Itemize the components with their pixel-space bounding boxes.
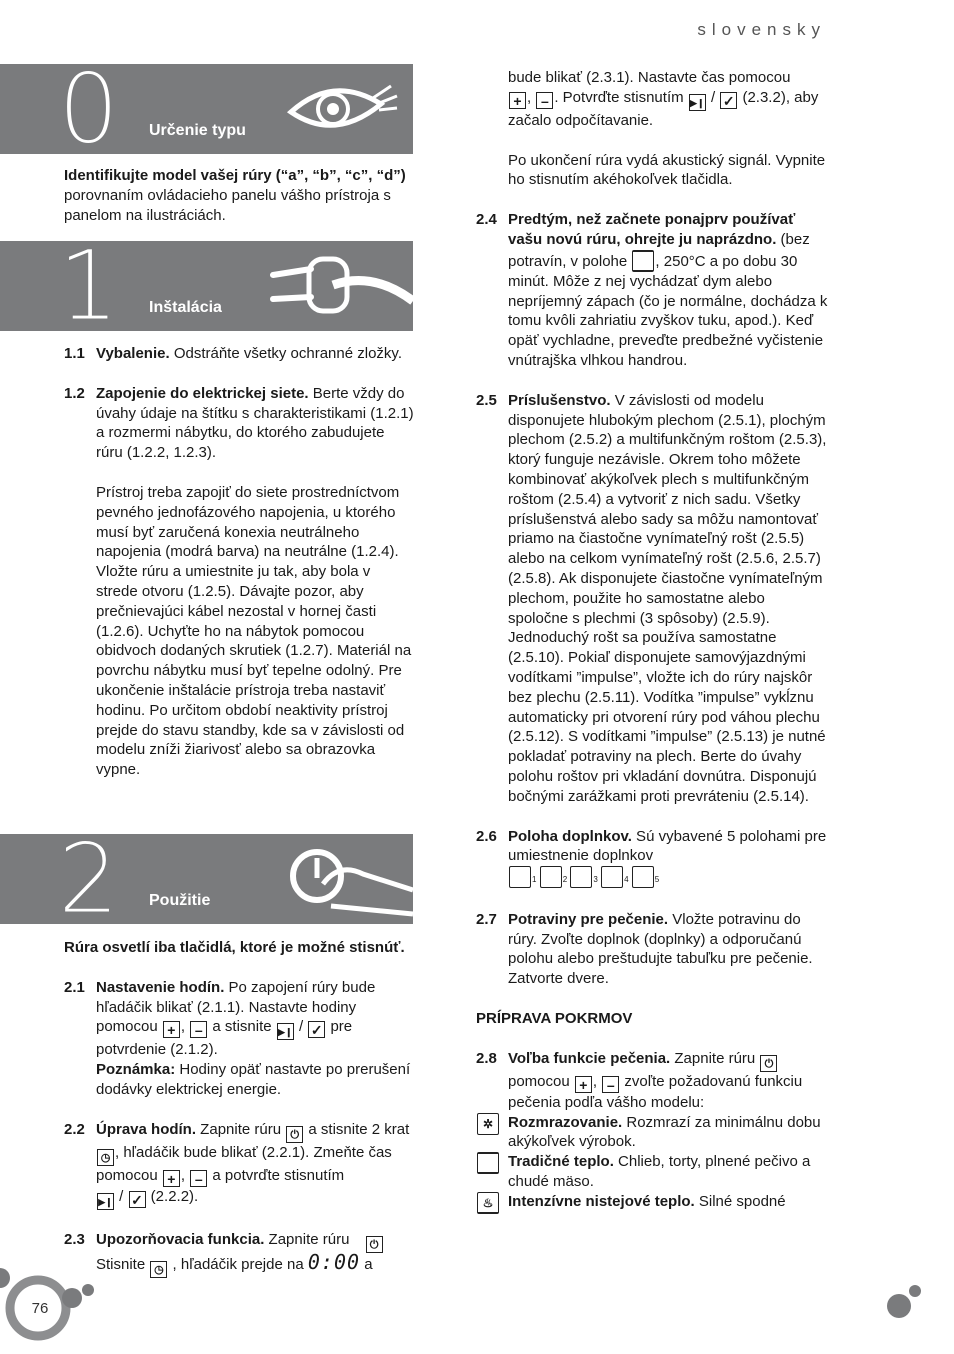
item-2-1: 2.1 Nastavenie hodín. Po zapojení rúry bude hľadáčik blikať (2.1.1). Nastavte hodiny pomocou + , – a stisnite ▶❙ / ✓ pre potvrdenie (2.1.2). Poznámka: Hodiny opäť nastavte po prerušení dodávky elektrickej energie.	[64, 978, 411, 1098]
position-label: 4	[624, 875, 629, 885]
item-text: , hľadáčik prejde na	[172, 1255, 304, 1273]
item-text: . Potvrďte stisnutím	[554, 88, 684, 106]
digital-display: 0:00	[307, 1249, 361, 1274]
intro-text	[64, 166, 409, 225]
position-3-icon	[570, 866, 592, 888]
item-text: Vložte potravinu do rúry. Zvoľte doplnok (doplnky) a odporučanú polohu alebo preštudujte tabuľku pre pečenie. Zatvorte dvere.	[508, 910, 813, 988]
item-number: 2.6	[476, 827, 497, 845]
item-title: Upozorňovacia funkcia.	[96, 1230, 265, 1248]
corner-dots-decoration	[884, 1282, 924, 1322]
power-key-icon: ⏻	[366, 1236, 383, 1253]
item-2-5	[476, 391, 828, 807]
play-pause-key-icon: ▶❙	[97, 1193, 114, 1210]
item-text: , hľadáčik bude blikať (2.2.1). Zmeňte čas pomocou	[96, 1143, 392, 1184]
clock-key-icon: ◷	[97, 1149, 114, 1166]
item-text: Berte vždy do úvahy údaje na štítku s charakteristikami (1.2.1) a rozmermi nábytku, do ktorého zabudujete rúru (1.2.2, 1.2.3).	[96, 384, 414, 462]
section-heading: PRÍPRAVA POKRMOV	[476, 1010, 633, 1028]
plus-key-icon: +	[163, 1021, 180, 1038]
item-text: pre potvrdenie (2.1.2).	[96, 1018, 353, 1059]
section-header-2	[0, 834, 413, 924]
item-number: 2.8	[476, 1049, 497, 1067]
power-button-icon	[283, 834, 413, 924]
function-traditional	[476, 1152, 828, 1192]
item-2-6	[476, 827, 828, 890]
item-text: Zapnite rúru	[670, 1049, 756, 1067]
minus-key-icon: –	[602, 1076, 619, 1093]
item-text: Zapnite rúru	[264, 1230, 350, 1248]
function-intensive	[476, 1192, 828, 1212]
position-2-icon	[540, 866, 562, 888]
item-2-3-continued: bude blikať (2.3.1). Nastavte čas pomocou + , – . Potvrďte stisnutím ▶❙ / ✓ (2.3.2), aby začalo odpočítavanie. Po ukončení rúra vydá akustický signál. Vypnite ho stisnutím akéhokoľvek tlačidla.	[476, 68, 828, 190]
section-number: 0	[58, 64, 120, 154]
item-text: (2.3.2), aby začalo odpočítavanie.	[508, 88, 819, 129]
item-2-4	[476, 210, 828, 371]
intro-bold: Identifikujte model vašej rúry (“a”, “b”, “c”, “d”)	[64, 167, 406, 184]
language-label: slovensky	[697, 20, 826, 39]
item-text: a	[364, 1255, 373, 1273]
item-title: Poloha doplnkov.	[508, 827, 632, 845]
section-header-0	[0, 64, 413, 154]
play-pause-key-icon: ▶❙	[689, 94, 706, 111]
position-label: 2	[562, 875, 568, 885]
item-text: pomocou	[508, 1072, 570, 1090]
item-number: 2.2	[64, 1120, 85, 1138]
item-1-1	[64, 344, 414, 364]
check-key-icon: ✓	[129, 1191, 146, 1208]
item-2-8: 2.8 Voľba funkcie pečenia. Zapnite rúru ⏻ pomocou + , – zvoľte požadovanú funkciu pečenia podľa vášho modelu:	[476, 1049, 803, 1111]
item-text: V závislosti od modelu disponujete hlubokým plechom (2.5.1), plochým plechom (2.5.2) a multifunkčným roštom (2.5.3), ktorý funguje nezávisle. Okrem toho môžete kombinovať akýkoľvek plech s multifunkčným roštom (2.5.4) a vytvoriť z nich sadu. Všetky príslušenstvá alebo sady sa môžu namontovať priamo na čiastočne vynímateľný rošt (2.5.5) alebo na celkom vynímateľný rošt (2.5.6, 2.5.7) (2.5.8). Ak disponujete čiastočne vynímateľným plechom, použite ho samostatne alebo spoločne s plechmi (3 spôsoby) (2.5.9). Jednoduchý rošt sa používa samostatne (2.5.10). Pokiaľ disponujete samovýjazdnými vodítkami ”impulse”, vložte ich do rúry najskôr bez plechu (2.5.11). Vodítka ”impulse” vykĺznu automaticky pri otvorení rúry pod váhou plechu (2.5.12). S vodítkami ”impulse” (2.5.13) je nutné pokladať potraviny na plech. Berte do úvahy polohu roštov pri vkladání dovnútra. Disponujú bočnými zarážkami proti prevráteniu (2.5.14).	[508, 391, 827, 805]
item-text: Odstráňte všetky ochranné zložky.	[169, 345, 402, 362]
item-title: Zapojenie do elektrickej siete.	[96, 384, 309, 402]
item-title: Predtým, než začnete ponajprv používať vašu novú rúru, ohrejte ju naprázdno.	[508, 211, 796, 248]
item-text: bude blikať (2.3.1). Nastavte čas pomocou	[508, 69, 791, 86]
check-key-icon: ✓	[720, 92, 737, 109]
item-number: 2.1	[64, 978, 85, 996]
item-text: (2.2.2).	[146, 1187, 199, 1205]
item-2-7	[476, 910, 828, 989]
usage-intro: Rúra osvetlí iba tlačidlá, ktoré je možné stisnúť.	[64, 939, 405, 956]
plus-key-icon: +	[163, 1170, 180, 1187]
note-text: Hodiny opäť nastavte po prerušení dodávky elektrickej energie.	[96, 1061, 411, 1098]
function-title: Rozmrazovanie.	[508, 1113, 623, 1131]
item-title: Vybalenie.	[96, 345, 170, 362]
power-key-icon: ⏻	[286, 1126, 303, 1143]
item-title: Nastavenie hodín.	[96, 978, 225, 996]
power-key-icon: ⏻	[760, 1055, 777, 1072]
item-text: a stisnite	[208, 1018, 272, 1036]
item-text: Stisnite	[96, 1255, 146, 1273]
item-1-2	[64, 384, 414, 780]
page-number: 76	[31, 1300, 49, 1317]
item-number: 2.7	[476, 910, 497, 928]
plug-icon	[263, 241, 413, 331]
intensive-heat-icon: ♨	[477, 1192, 499, 1214]
top-bottom-heat-icon	[632, 250, 654, 272]
section-title: Určenie typu	[149, 122, 246, 139]
item-text: Zapnite rúru	[196, 1120, 282, 1138]
item-text: zvoľte požadovanú funkciu pečenia podľa vášho modelu:	[508, 1072, 803, 1111]
item-title: Voľba funkcie pečenia.	[508, 1049, 671, 1067]
position-label: 3	[593, 875, 598, 885]
function-text: Chlieb, torty, plnené pečivo a chudé mäso.	[508, 1153, 811, 1191]
position-1-icon	[509, 866, 531, 888]
item-text: a potvrďte stisnutím	[208, 1166, 345, 1184]
item-text: a stisnite 2 krat	[304, 1120, 410, 1138]
position-label: 1	[532, 875, 537, 885]
minus-key-icon: –	[190, 1170, 207, 1187]
eye-icon	[273, 64, 413, 154]
note-label: Poznámka:	[96, 1061, 176, 1079]
position-4-icon	[601, 866, 623, 888]
section-title: Použitie	[149, 892, 211, 909]
item-text: Po zapojení rúry bude hľadáčik blikať (2.1.1). Nastavte hodiny pomocou	[96, 978, 376, 1036]
item-number: 1.2	[64, 384, 85, 402]
traditional-heat-icon	[477, 1152, 499, 1174]
section-number: 1	[58, 241, 120, 331]
function-title: Intenzívne nistejové teplo.	[508, 1192, 695, 1210]
item-number: 2.4	[476, 211, 497, 229]
item-title: Úprava hodín.	[96, 1120, 197, 1138]
function-text: Silné spodné	[694, 1192, 786, 1210]
check-key-icon: ✓	[308, 1021, 325, 1038]
defrost-icon: ✲	[477, 1113, 499, 1135]
section-number: 2	[58, 834, 120, 924]
item-text: Sú vybavené 5 polohami pre umiestnenie doplnkov	[508, 827, 827, 865]
item-number: 2.3	[64, 1230, 85, 1248]
intro-rest: porovnaním ovládacieho panelu vášho prístroja s panelom na ilustráciách.	[64, 186, 391, 224]
minus-key-icon: –	[536, 92, 553, 109]
minus-key-icon: –	[190, 1021, 207, 1038]
position-5-icon	[632, 866, 654, 888]
section-title: Inštalácia	[149, 299, 222, 316]
item-paragraph: Po ukončení rúra vydá akustický signál. Vypnite ho stisnutím akéhokoľvek tlačidla.	[508, 151, 826, 189]
item-2-2: 2.2 Úprava hodín. Zapnite rúru ⏻ a stisnite 2 krat ◷ , hľadáčik bude blikať (2.2.1). Zmeňte čas pomocou + , – a potvrďte stisnutím ▶❙ / ✓ (2.2.2).	[64, 1120, 410, 1208]
item-text: , 250°C a po dobu 30 minút. Môže z nej vychádzať dym alebo nepríjemný zápach (čo je normálne, dochádza k tomu kvôli zahriatiu zvyškov tuku, apod.). Keď opäť vychladne, preveďte predbežné vyčistenie vnútrajška vlhkou handrou.	[508, 252, 828, 369]
clock-key-icon: ◷	[150, 1261, 167, 1278]
item-text: (bez potravín, v polohe	[508, 230, 810, 270]
section-header-1	[0, 241, 413, 331]
plus-key-icon: +	[575, 1076, 592, 1093]
plus-key-icon: +	[509, 92, 526, 109]
item-title: Potraviny pre pečenie.	[508, 910, 669, 928]
position-label: 5	[654, 875, 660, 885]
play-pause-key-icon: ▶❙	[277, 1023, 294, 1040]
function-defrost	[476, 1113, 828, 1153]
item-title: Príslušenstvo.	[508, 391, 611, 409]
item-2-3	[64, 1230, 414, 1278]
function-text: Rozmrazí za minimálnu dobu akýkoľvek výrobok.	[508, 1113, 821, 1151]
function-title: Tradičné teplo.	[508, 1153, 614, 1171]
item-number: 2.5	[476, 391, 497, 409]
position-icons	[508, 875, 659, 884]
item-number: 1.1	[64, 345, 85, 362]
item-paragraph: Prístroj treba zapojiť do siete prostredníctvom pevného jednofázového napojenia, u ktorého musí byť zaručená konexia neutrálneho napojenia (modrá barva) na neutrálne (1.2.4). Vložte rúru a umiestnite ju tak, aby bola v strede otvoru (1.2.5). Dávajte pozor, aby prečnievajúci kábel nezostal v hornej časti (1.2.6). Uchyťte ho na nábytok pomocou obidvoch dodaných skrutiek (1.2.7). Materiál na povrchu nábytku musí byť tepelne odolný. Pre ukončenie inštalácie prístroja treba nastaviť hodinu. Po určitom období neaktivity prístroj prejde do stavu standby, kde sa v závislosti od modelu zníži žiarivosť alebo sa obrazovka vypne.	[96, 483, 412, 779]
